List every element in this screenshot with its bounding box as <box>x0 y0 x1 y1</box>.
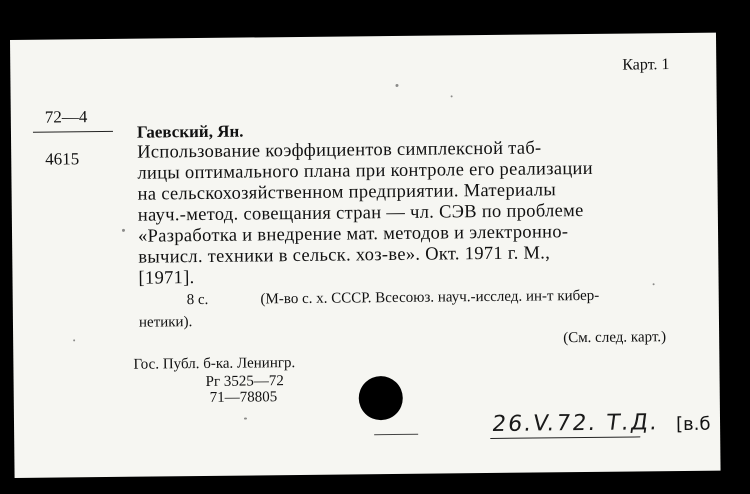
description-line: [1971]. <box>138 268 195 289</box>
description-line: Использование коэффициентов симплексной таб- <box>137 138 542 163</box>
holding-shelfmark: Рг 3525—72 <box>205 373 284 390</box>
description-line: вычисл. техники в сельск. хоз-ве». Окт. 1971 г. М., <box>138 243 551 268</box>
holding-library: Гос. Публ. б-ка. Ленингр. <box>133 355 296 373</box>
speck <box>395 84 398 87</box>
call-number-divider <box>33 131 113 133</box>
punch-hole <box>359 376 403 420</box>
card-number: Карт. 1 <box>622 56 670 74</box>
page-count: 8 с. <box>186 291 209 309</box>
see-next-card-note: (См. след. карт.) <box>563 329 667 347</box>
publisher-note-continued: нетики). <box>138 314 193 331</box>
handwritten-underline <box>490 436 640 439</box>
holding-accession-number: 71—78805 <box>209 389 278 406</box>
description-line: лицы оптимального плана при контроле его реализации <box>137 158 594 184</box>
catalog-card <box>10 33 721 478</box>
speck <box>122 229 125 232</box>
collation-line <box>139 286 600 311</box>
handwritten-date-text: 26.V.72. Т.Д. <box>490 410 661 437</box>
handwritten-mark: [в.б <box>675 413 711 436</box>
handwritten-date <box>490 410 661 437</box>
description-line: «Разработка и внедрение мат. методов и электронно- <box>137 222 569 247</box>
author-heading: Гаевский, Ян. <box>136 121 244 142</box>
speck <box>451 95 453 97</box>
description-line: науч.-метод. совещания стран — чл. СЭВ по проблеме <box>137 201 584 226</box>
description-line: на сельскохозяйственном предприятии. Материалы <box>137 180 557 205</box>
divider <box>374 434 418 435</box>
call-number-bottom: 4615 <box>45 149 80 169</box>
publisher-note: (М-во с. х. СССР. Всесоюз. науч.-исслед. ин-т кибер- <box>260 287 600 308</box>
speck <box>244 418 247 420</box>
speck <box>73 339 75 341</box>
speck <box>653 283 655 285</box>
call-number-top: 72—4 <box>44 107 88 127</box>
